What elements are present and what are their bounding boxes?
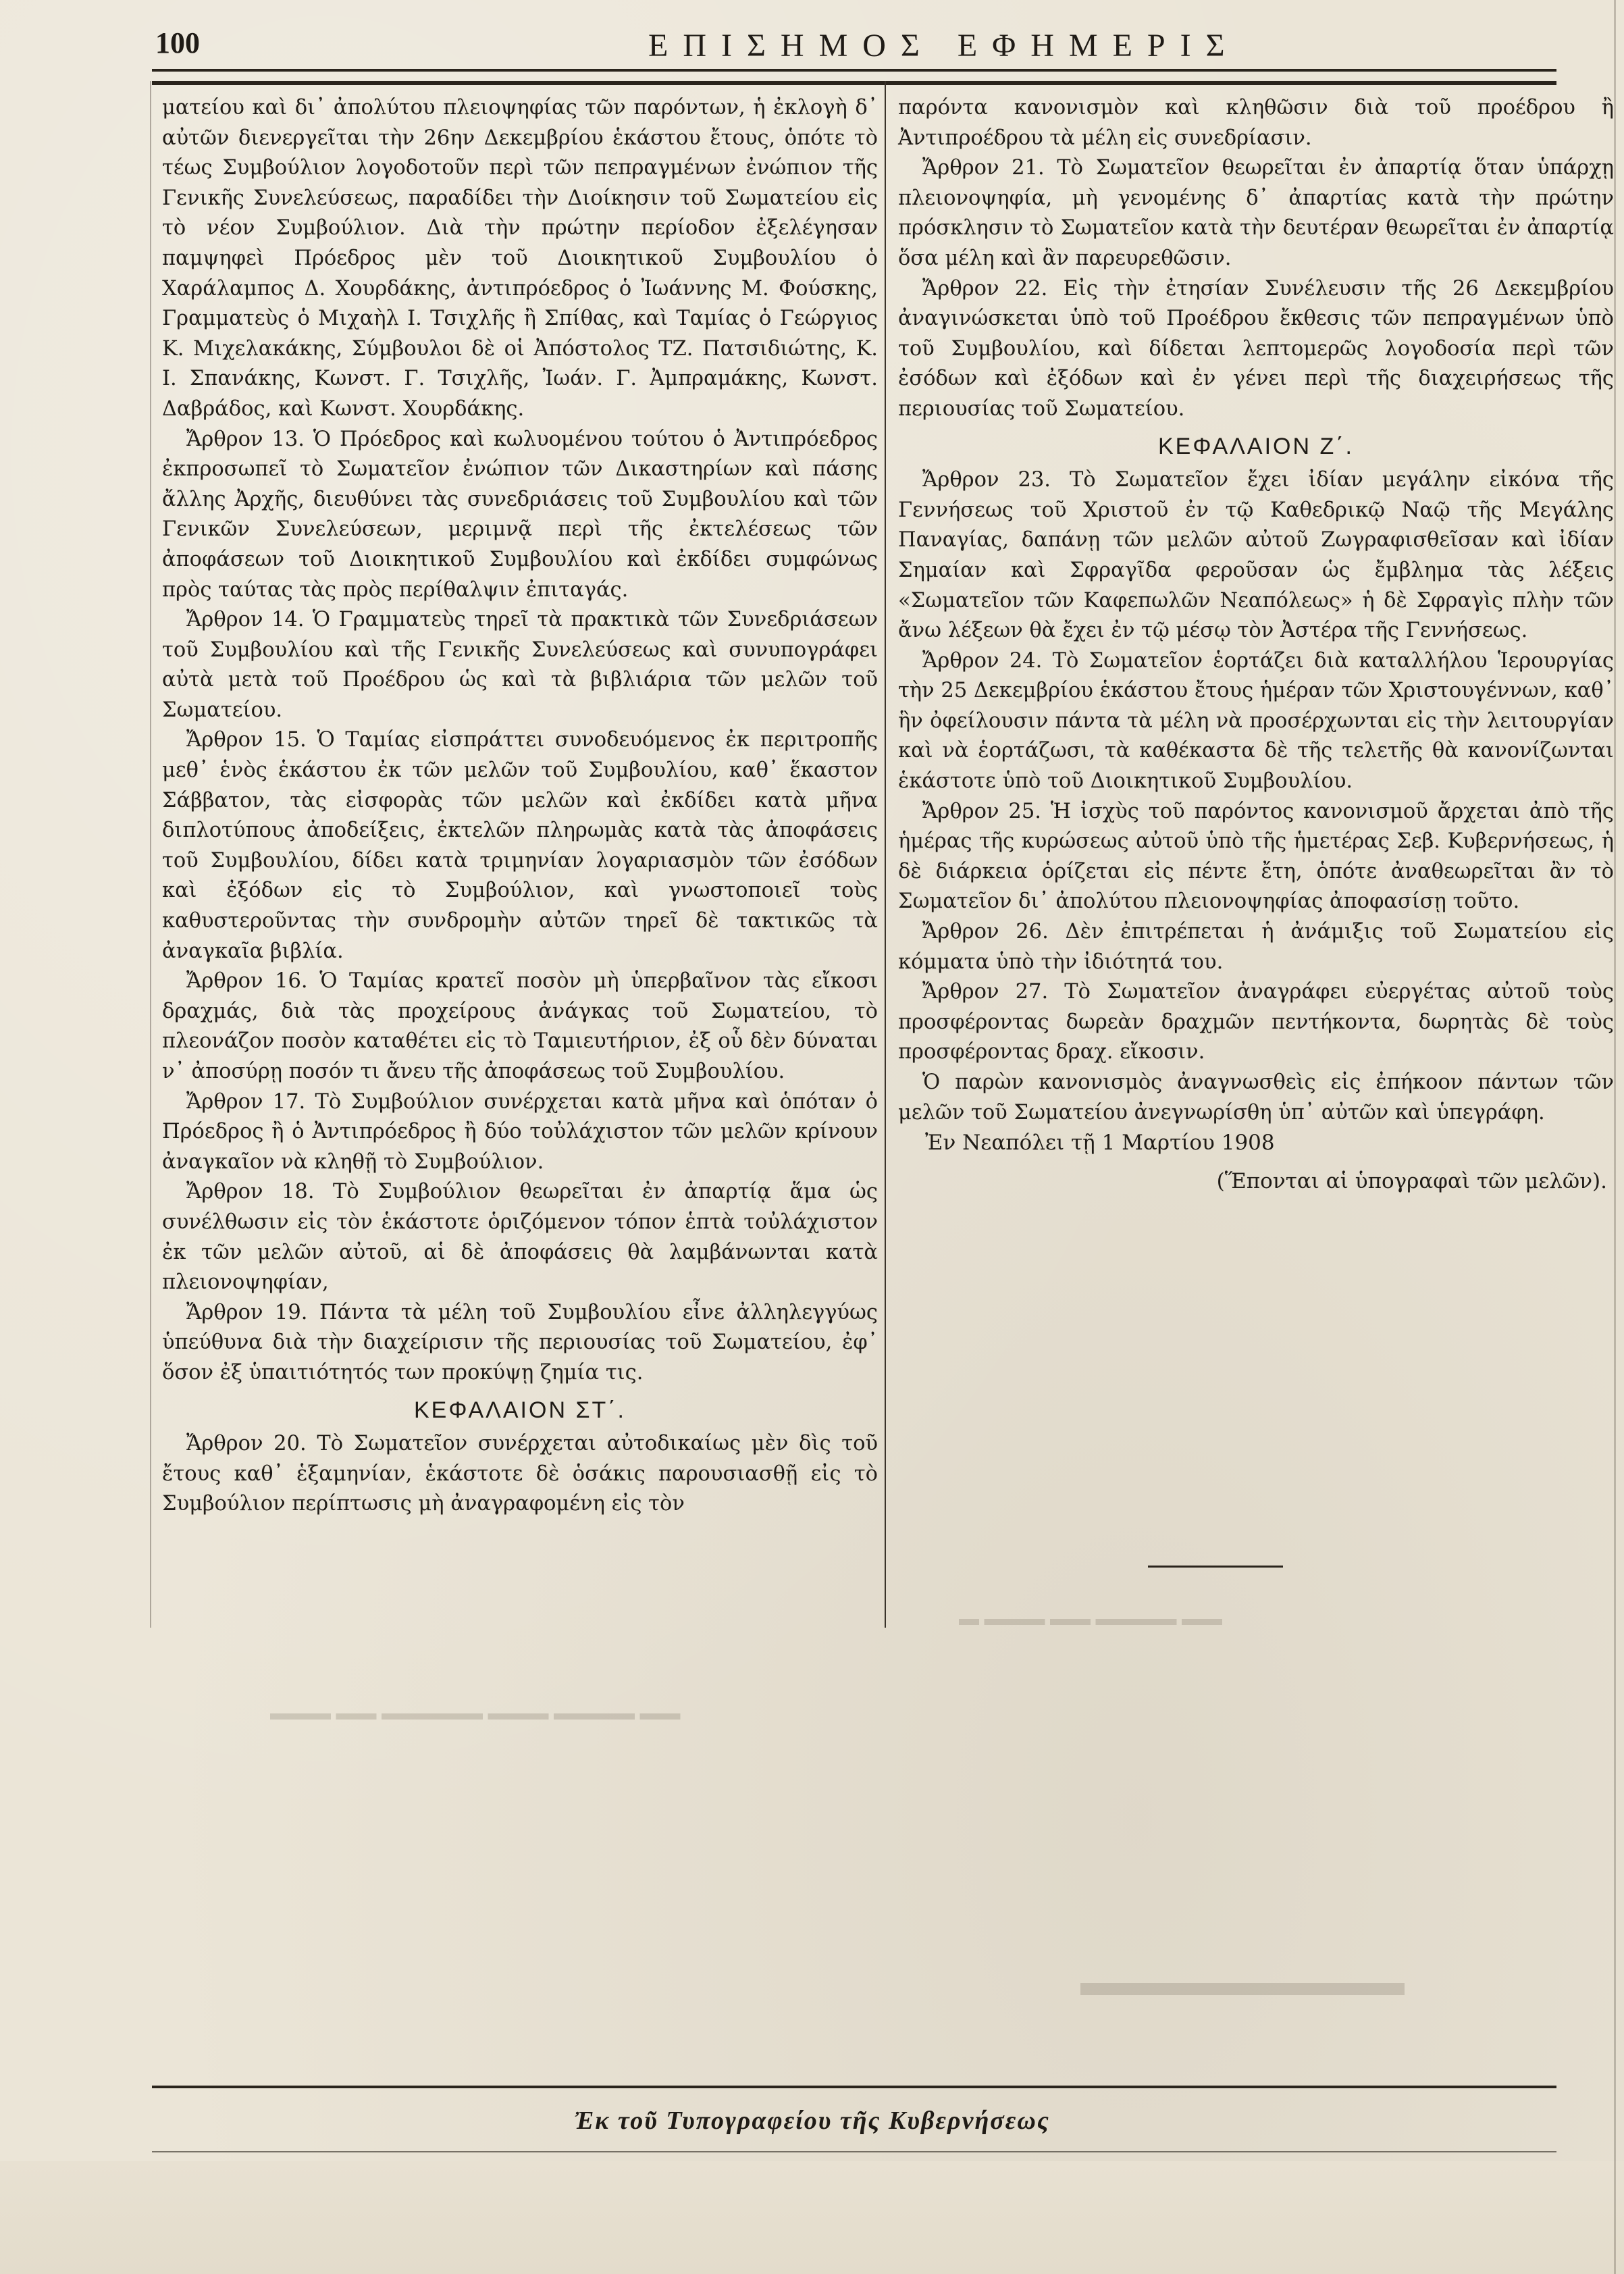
article-20-continuation: παρόντα κανονισμὸν καὶ κληθῶσιν διὰ τοῦ προέδρου ἢ Ἀντιπροέδρου τὰ μέλη εἰς συνεδρίασιν. — [898, 96, 1614, 150]
printer-imprint: Ἐκ τοῦ Τυπογραφείου τῆς Κυβερνήσεως — [574, 2107, 1050, 2135]
article-25: Ἄρθρον 25. Ἡ ἰσχὺς τοῦ παρόντος κανονισμοῦ ἄρχεται ἀπὸ τῆς ἡμέρας τῆς κυρώσεως αὐτοῦ ὑπὸ τῆς ἡμετέρας Σεβ. Κυβερνήσεως, ἡ δὲ διάρκεια ὁρίζεται εἰς πέντε ἔτη, ὁπότε ἀναθεωρεῖται ἂν τὸ Σωματεῖον δι᾽ ἀπολύτου πλειονοψηφίας ἀποφασίσῃ τοῦτο. — [898, 799, 1614, 914]
lower-margin — [0, 2161, 1624, 2274]
article-14: Ἄρθρον 14. Ὁ Γραμματεὺς τηρεῖ τὰ πρακτικὰ τῶν Συνεδριάσεων τοῦ Συμβουλίου καὶ τῆς Γενικῆς Συνελεύσεως καὶ συνυπογράφει αὐτὰ μετὰ τοῦ Προέδρου ὡς καὶ τὰ βιβλιάρια τῶν μελῶν τοῦ Σωματείου. — [162, 608, 878, 722]
article-21: Ἄρθρον 21. Τὸ Σωματεῖον θεωρεῖται ἐν ἀπαρτίᾳ ὅταν ὑπάρχῃ πλειονοψηφία, μὴ γενομένης δ᾽ ἀπαρτίας κατὰ τὴν πρώτην πρόσκλησιν τὸ Σωματεῖον κατὰ τὴν δευτέραν θεωρεῖται ἐν ἀπαρτίᾳ ὅσα μέλη καὶ ἂν παρευρεθῶσιν. — [898, 156, 1614, 270]
closing-statement: Ὁ παρὼν κανονισμὸς ἀναγνωσθεὶς εἰς ἐπήκοον πάντων τῶν μελῶν τοῦ Σωματείου ἀνεγνωρίσθη ὑπ᾽ αὐτῶν καὶ ὑπεγράφη. — [898, 1070, 1614, 1125]
article-17: Ἄρθρον 17. Τὸ Συμβούλιον συνέρχεται κατὰ μῆνα καὶ ὁπόταν ὁ Πρόεδρος ἢ ὁ Ἀντιπρόεδρος ἢ δύο τοὐλάχιστον τῶν μελῶν κρίνουν ἀναγκαῖον νὰ κληθῇ τὸ Συμβούλιον. — [162, 1089, 878, 1174]
place-and-date: Ἐν Νεαπόλει τῇ 1 Μαρτίου 1908 — [925, 1131, 1275, 1156]
section-end-rule — [1148, 1566, 1283, 1568]
header-rule — [152, 69, 1556, 85]
article-continuation: ματείου καὶ δι᾽ ἀπολύτου πλειοψηφίας τῶν παρόντων, ἡ ἐκλογὴ δ᾽ αὐτῶν διενεργεῖται τὴν 26ην Δεκεμβρίου ἑκάστου ἔτους, ὁπότε τὸ τέως Συμβούλιον λογοδοτοῦν περὶ τῶν πεπραγμένων ἐνώπιον τῆς Γενικῆς Συνελεύσεως, παραδίδει τὴν Διοίκησιν τοῦ Σωματείου εἰς τὸ νέον Συμβούλιον. Διὰ τὴν πρώτην περίοδον ἐξελέγησαν παμψηφεὶ Πρόεδρος μὲν τοῦ Διοικητικοῦ Συμβουλίου ὁ Χαράλαμπος Δ. Χουρδάκης, ἀντιπρόεδρος ὁ Ἰωάννης Μ. Φούσκης, Γραμματεὺς ὁ Μιχαὴλ Ι. Τσιχλῆς ἢ Σπίθας, καὶ Ταμίας ὁ Γεώργιος Κ. Μιχελακάκης, Σύμβουλοι δὲ οἱ Ἀπόστολος ΤΖ. Πατσιδιώτης, Κ. Ι. Σπανάκης, Κωνστ. Γ. Τσιχλῆς, Ἰωάν. Γ. Ἀμπραμάκης, Κωνστ. Δαβράδος, καὶ Κωνστ. Χουρδάκης. — [162, 96, 878, 421]
bleed-through-lines: ▬▬▬ ▬▬ ▬▬▬▬▬ ▬▬▬ ▬▬▬▬ ▬▬ — [270, 1702, 681, 1724]
bleed-through-text: ▬ ▬▬▬ ▬▬ ▬▬▬▬ ▬▬ — [959, 1607, 1222, 1630]
article-26: Ἄρθρον 26. Δὲν ἐπιτρέπεται ἡ ἀνάμιξις τοῦ Σωματείου εἰς κόμματα ὑπὸ τὴν ἰδιότητά του. — [898, 920, 1614, 974]
left-margin-line — [150, 81, 151, 1628]
article-19: Ἄρθρον 19. Πάντα τὰ μέλη τοῦ Συμβουλίου εἶνε ἀλληλεγγύως ὑπεύθυνα διὰ τὴν διαχείρισιν τῆς περιουσίας τοῦ Σωματείου, ἐφ᾽ ὅσον ἐξ ὑπαιτιότητός των προκύψῃ ζημία τις. — [162, 1300, 878, 1385]
article-18: Ἄρθρον 18. Τὸ Συμβούλιον θεωρεῖται ἐν ἀπαρτίᾳ ἅμα ὡς συνέλθωσιν εἰς τὸν ἑκάστοτε ὁριζόμενον τόπον ἑπτὰ τοὐλάχιστον ἐκ τῶν μελῶν αὐτοῦ, αἱ δὲ ἀποφάσεις θὰ λαμβάνωνται κατὰ πλειονοψηφίαν, — [162, 1180, 878, 1295]
column-divider — [885, 81, 886, 1628]
article-24: Ἄρθρον 24. Τὸ Σωματεῖον ἑορτάζει διὰ καταλλήλου Ἱερουργίας τὴν 25 Δεκεμβρίου ἑκάστου ἔτους ἡμέραν τῶν Χριστουγέννων, καθ᾽ ἣν ὀφείλουσιν πάντα τὰ μέλη νὰ προσέρχωνται εἰς τὴν λειτουργίαν καὶ νὰ ἑορτάζωσι, τὰ καθέκαστα δὲ τῆς τελετῆς θὰ κανονίζωνται ἑκάστοτε ὑπὸ τοῦ Διοικητικοῦ Συμβουλίου. — [898, 648, 1614, 794]
footer-rule-lower — [152, 2151, 1556, 2152]
chapter-heading-z: ΚΕΦΑΛΑΙΟΝ Ζ΄. — [1158, 433, 1354, 459]
article-27: Ἄρθρον 27. Τὸ Σωματεῖον ἀναγράφει εὐεργέτας αὐτοῦ τοὺς προσφέροντας δωρεὰν δραχμῶν πεντήκοντα, δωρητὰς δὲ τοὺς προσφέροντας δραχ. εἴκοσιν. — [898, 980, 1614, 1064]
article-20: Ἄρθρον 20. Τὸ Σωματεῖον συνέρχεται αὐτοδικαίως μὲν δὶς τοῦ ἔτους καθ᾽ ἑξαμηνίαν, ἑκάστοτε δὲ ὁσάκις παρουσιασθῇ εἰς τὸ Συμβούλιον περίπτωσις μὴ ἀναγραφομένη εἰς τὸν — [162, 1432, 878, 1516]
right-edge-line — [1614, 0, 1616, 2274]
page-header — [155, 26, 1553, 66]
footer-rule — [152, 2086, 1556, 2088]
article-15: Ἄρθρον 15. Ὁ Ταμίας εἰσπράττει συνοδευόμενος ἐκ περιτροπῆς μεθ᾽ ἑνὸς ἑκάστου ἐκ τῶν μελῶν τοῦ Συμβουλίου, καθ᾽ ἕκαστον Σάββατον, τὰς εἰσφορὰς τῶν μελῶν καὶ ἐκδίδει κατὰ μῆνα διπλοτύπους ἀποδείξεις, ἐκτελῶν πληρωμὰς κατὰ τὰς ἀποφάσεις τοῦ Συμβουλίου, δίδει κατὰ τριμηνίαν λογαριασμὸν τῶν ἐσόδων καὶ ἐξόδων εἰς τὸ Συμβούλιον, καὶ γνωστοποιεῖ τοὺς καθυστεροῦντας τὴν συνδρομὴν αὐτῶν τηρεῖ δὲ τακτικῶς τὰ ἀναγκαῖα βιβλία. — [162, 728, 878, 963]
article-16: Ἄρθρον 16. Ὁ Ταμίας κρατεῖ ποσὸν μὴ ὑπερβαῖνον τὰς εἴκοσι δραχμάς, διὰ τὰς προχείρους ἀνάγκας τοῦ Σωματείου, τὸ πλεονάζον ποσὸν καταθέτει εἰς τὸ Ταμιευτήριον, ἐξ οὗ δὲν δύναται ν᾽ ἀποσύρῃ ποσόν τι ἄνευ τῆς ἀποφάσεως τοῦ Συμβουλίου. — [162, 969, 878, 1083]
article-23: Ἄρθρον 23. Τὸ Σωματεῖον ἔχει ἰδίαν μεγάλην εἰκόνα τῆς Γεννήσεως τοῦ Χριστοῦ ἐν τῷ Καθεδρικῷ Ναῷ τῆς Μεγάλης Παναγίας, δαπάνῃ τῶν μελῶν αὐτοῦ Ζωγραφισθεῖσαν καὶ ἰδίαν Σημαίαν καὶ Σφραγῖδα φεροῦσαν ὡς ἔμβλημα τὰς λέξεις «Σωματεῖον τῶν Καφεπωλῶν Νεαπόλεως» ἡ δὲ Σφραγὶς πλὴν τῶν ἄνω λέξεων θὰ ἔχει ἐν τῷ μέσῳ τὸν Ἀστέρα τῆς Γεννήσεως. — [898, 468, 1614, 643]
chapter-heading-st: ΚΕΦΑΛΑΙΟΝ ΣΤ΄. — [413, 1397, 627, 1423]
signatures-note: (Ἕπονται αἱ ὑπογραφαὶ τῶν μελῶν). — [1216, 1168, 1607, 1193]
bleed-through-heading: ▬▬▬▬▬▬▬▬ — [1080, 1959, 1405, 2004]
article-22: Ἄρθρον 22. Εἰς τὴν ἐτησίαν Συνέλευσιν τῆς 26 Δεκεμβρίου ἀναγινώσκεται ὑπὸ τοῦ Προέδρου ἔκθεσις τῶν πεπραγμένων ὑπὸ τοῦ Συμβουλίου, καὶ δίδεται λεπτομερῶς λογοδοσία περὶ τῶν ἐσόδων καὶ ἐξόδων καὶ ἐν γένει περὶ τῆς διαχειρήσεως τῆς περιουσίας τοῦ Σωματείου. — [898, 276, 1614, 421]
right-column — [898, 93, 1614, 1196]
left-column — [162, 93, 878, 1520]
article-13: Ἄρθρον 13. Ὁ Πρόεδρος καὶ κωλυομένου τούτου ὁ Ἀντιπρόεδρος ἐκπροσωπεῖ τὸ Σωματεῖον ἐνώπιον τῶν Δικαστηρίων καὶ πάσης ἄλλης Ἀρχῆς, διευθύνει τὰς συνεδριάσεις τοῦ Συμβουλίου καὶ τῶν Γενικῶν Συνελεύσεων, μεριμνᾷ περὶ τῆς ἐκτελέσεως τῶν ἀποφάσεων τοῦ Διοικητικοῦ Συμβουλίου καὶ ἐκδίδει συμφώνως πρὸς ταύτας τὰς πρὸς περίθαλψιν ἐπιταγάς. — [162, 427, 878, 602]
journal-title: ΕΠΙΣΗΜΟΣ ΕΦΗΜΕΡΙΣ — [648, 28, 1240, 63]
page-number: 100 — [155, 26, 200, 59]
